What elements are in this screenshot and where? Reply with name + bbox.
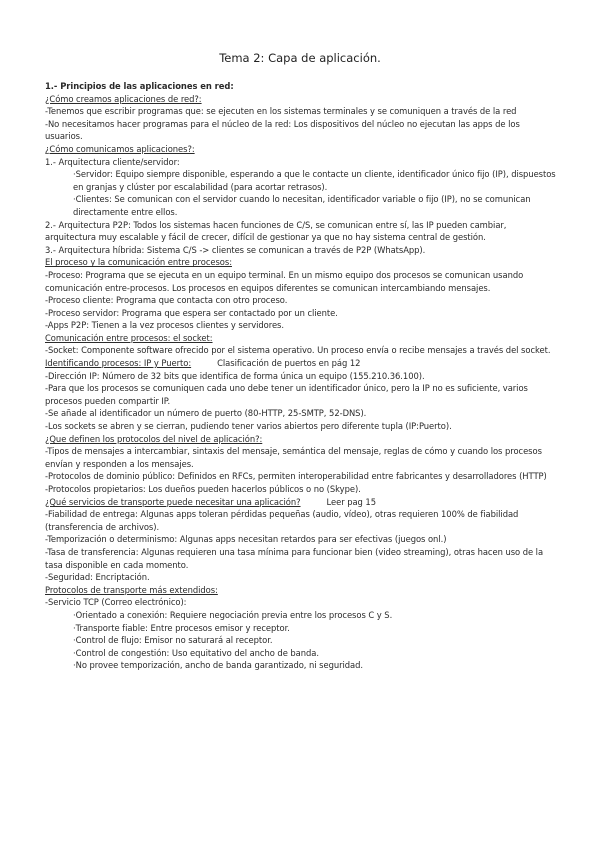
line-text: -Temporización o determinismo: Algunas apps necesitan retardos para ser efectivas (juegos onl.) bbox=[45, 534, 447, 545]
line-text: ¿Qué servicios de transporte puede necesitar una aplicación? bbox=[45, 496, 301, 507]
line-text: ·Servidor: Equipo siempre disponible, esperando a que le contacte un cliente, identificador único fijo (IP), dispuestos en granjas y clúster por escalabilidad (para acortar retrasos). bbox=[73, 169, 556, 192]
line-text: -Protocolos propietarios: Los dueños pueden hacerlos públicos o no (Skype). bbox=[45, 484, 361, 494]
line-text: -Se añade al identificador un número de puerto (80-HTTP, 25-SMTP, 52-DNS). bbox=[45, 408, 367, 419]
line-text: ·Transporte fiable: Entre procesos emisor y receptor. bbox=[73, 622, 290, 633]
section-heading bbox=[45, 256, 557, 269]
text-line bbox=[45, 483, 557, 496]
line-text: -Protocolos de dominio público: Definidos en RFCs, permiten interoperabilidad entre fabricantes y desarrolladores (HTTP) bbox=[45, 471, 547, 482]
line-text: -Proceso: Programa que se ejecuta en un equipo terminal. En un mismo equipo dos procesos se comunican usando comunicación entre-procesos. Los procesos en equipos diferentes se comunican intercambiando mensajes. bbox=[45, 269, 524, 293]
line-text: -Servicio TCP (Correo electrónico): bbox=[45, 597, 187, 608]
line-text: ·No provee temporización, ancho de banda garantizado, ni seguridad. bbox=[73, 660, 364, 671]
text-line bbox=[45, 508, 557, 533]
text-line bbox=[45, 156, 557, 169]
text-line bbox=[45, 634, 557, 647]
margin-note: Clasificación de puertos en pág 12 bbox=[217, 358, 361, 369]
text-line bbox=[45, 470, 557, 483]
section-heading bbox=[45, 143, 557, 156]
text-line bbox=[45, 319, 557, 332]
line-text: -Para que los procesos se comuniquen cada uno debe tener un identificador único, pero la IP no es suficiente, varios procesos pueden compartir IP. bbox=[45, 383, 528, 406]
line-text: -Tasa de transferencia: Algunas requieren una tasa mínima para funcionar bien (video streaming), otras hacen uso de la tasa disponible en cada momento. bbox=[45, 546, 544, 570]
line-text: -Proceso cliente: Programa que contacta con otro proceso. bbox=[45, 295, 288, 306]
line-text: ·Control de flujo: Emisor no saturará al receptor. bbox=[73, 635, 273, 646]
text-line bbox=[45, 370, 557, 383]
line-text: Comunicación entre procesos: el socket: bbox=[45, 332, 213, 343]
text-line bbox=[45, 168, 557, 193]
text-line bbox=[45, 105, 557, 118]
section-heading bbox=[45, 433, 557, 446]
line-text: -Los sockets se abren y se cierran, pudiendo tener varios abiertos pero diferente tupla (IP:Puerto). bbox=[45, 421, 452, 432]
line-text: Identificando procesos: IP y Puerto: bbox=[45, 358, 192, 369]
text-line bbox=[45, 571, 557, 584]
text-line bbox=[45, 382, 557, 407]
line-text: -Fiabilidad de entrega: Algunas apps toleran pérdidas pequeñas (audio, vídeo), otras requieren 100% de fiabilidad (transferencia de archivos). bbox=[45, 509, 519, 532]
line-text: ·Control de congestión: Uso equitativo del ancho de banda. bbox=[73, 647, 319, 658]
line-text: -Proceso servidor: Programa que espera ser contactado por un cliente. bbox=[45, 307, 338, 318]
section-heading bbox=[45, 357, 557, 370]
text-line bbox=[45, 407, 557, 420]
margin-note: Leer pag 15 bbox=[326, 496, 376, 507]
line-text: ·Clientes: Se comunican con el servidor cuando lo necesitan, identificador variable o fijo (IP), no se comunican directamente entre ellos. bbox=[73, 194, 531, 217]
line-text: ¿Que definen los protocolos del nivel de aplicación?: bbox=[45, 433, 263, 444]
section-heading bbox=[45, 584, 557, 597]
chapter-heading bbox=[45, 80, 557, 93]
line-text: 3.- Arquitectura híbrida: Sistema C/S -> clientes se comunican a través de P2P (WhatsApp). bbox=[45, 244, 426, 255]
line-text: 1.- Principios de las aplicaciones en red: bbox=[45, 81, 234, 91]
line-text: Protocolos de transporte más extendidos: bbox=[45, 584, 218, 595]
text-line bbox=[45, 307, 557, 320]
line-text: -Tenemos que escribir programas que: se ejecuten en los sistemas terminales y se comuniquen a través de la red bbox=[45, 106, 517, 117]
line-text: ¿Cómo creamos aplicaciones de red?: bbox=[45, 93, 202, 104]
text-line bbox=[45, 118, 557, 143]
text-line bbox=[45, 244, 557, 257]
section-heading bbox=[45, 332, 557, 345]
text-line bbox=[45, 269, 557, 294]
text-line bbox=[45, 420, 557, 433]
text-line bbox=[45, 193, 557, 218]
document-body bbox=[45, 80, 557, 672]
text-line bbox=[45, 219, 557, 244]
text-line bbox=[45, 596, 557, 609]
text-line bbox=[45, 445, 557, 470]
line-text: 1.- Arquitectura cliente/servidor: bbox=[45, 156, 180, 167]
line-text: ·Orientado a conexión: Requiere negociación previa entre los procesos C y S. bbox=[73, 609, 393, 620]
text-line bbox=[45, 344, 557, 357]
text-line bbox=[45, 622, 557, 635]
line-text: El proceso y la comunicación entre procesos: bbox=[45, 257, 232, 268]
line-text: -No necesitamos hacer programas para el núcleo de la red: Los dispositivos del núcleo no ejecutan las apps de los usuarios. bbox=[45, 118, 520, 142]
line-text: -Tipos de mensajes a intercambiar, sintaxis del mensaje, semántica del mensaje, reglas de cómo y cuando los procesos envían y responden a los mensajes. bbox=[45, 446, 542, 469]
text-line bbox=[45, 659, 557, 672]
page-title: Tema 2: Capa de aplicación. bbox=[219, 51, 381, 65]
line-text: -Apps P2P: Tienen a la vez procesos clientes y servidores. bbox=[45, 320, 284, 331]
line-text: -Dirección IP: Número de 32 bits que identifica de forma única un equipo (155.210.36.100). bbox=[45, 370, 425, 381]
text-line bbox=[45, 647, 557, 660]
section-heading bbox=[45, 496, 557, 509]
line-text: -Seguridad: Encriptación. bbox=[45, 572, 150, 583]
line-text: 2.- Arquitectura P2P: Todos los sistemas hacen funciones de C/S, se comunican entre sí, las IP pueden cambiar, arquitectura muy escalable y fácil de crecer, difícil de gestionar ya que no hay sistema central de gestión. bbox=[45, 219, 507, 243]
line-text: -Socket: Componente software ofrecido por el sistema operativo. Un proceso envía o recibe mensajes a través del socket. bbox=[45, 345, 551, 356]
line-text: ¿Cómo comunicamos aplicaciones?: bbox=[45, 143, 195, 154]
text-line bbox=[45, 294, 557, 307]
text-line bbox=[45, 546, 557, 571]
section-heading bbox=[45, 93, 557, 106]
text-line bbox=[45, 533, 557, 546]
text-line bbox=[45, 609, 557, 622]
